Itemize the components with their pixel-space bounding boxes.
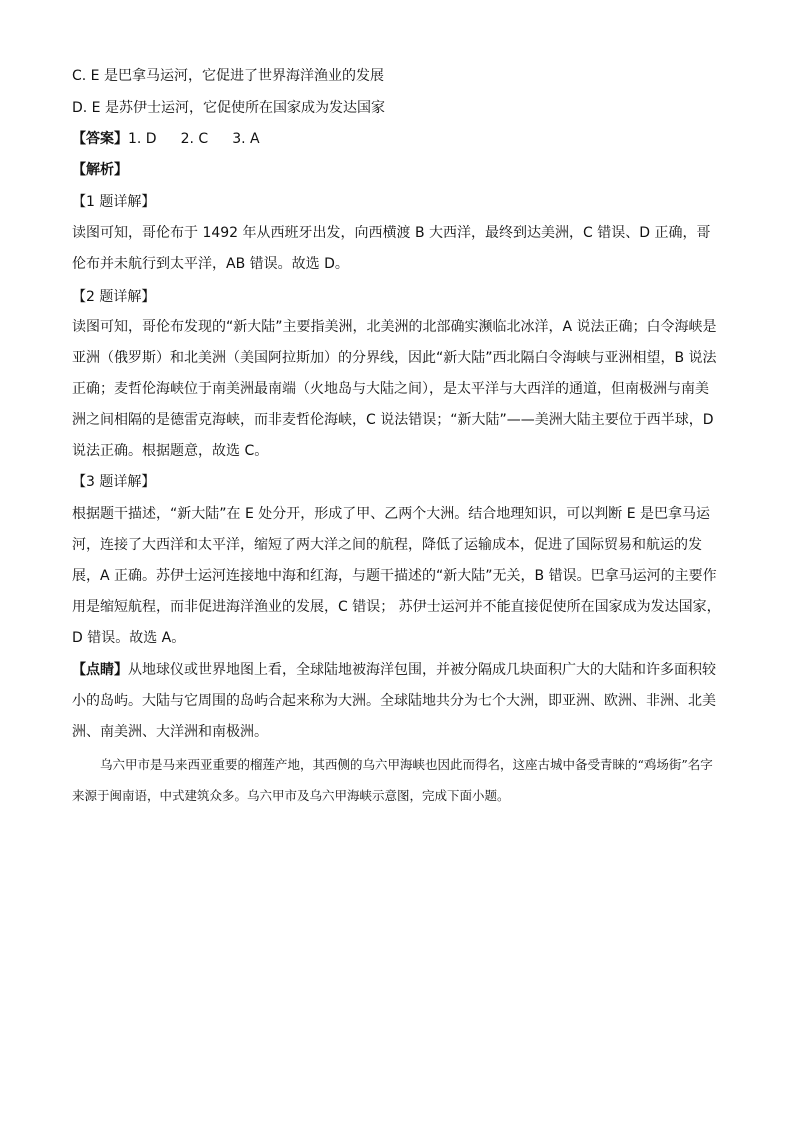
tip-paragraph — [72, 655, 722, 748]
q2-heading: 【2 题详解】 — [72, 289, 156, 305]
intro-paragraph: 乌六甲市是马来西亚重要的榴莲产地，其西侧的乌六甲海峡也因此而得名，这座古城中备受青睐的“鸡场街”名字来源于闽南语，中式建筑众多。乌六甲市及乌六甲海峡示意图，完成下面小题。 — [72, 757, 713, 803]
option-d: D. E 是苏伊士运河，它促使所在国家成为发达国家 — [72, 100, 385, 116]
analysis-label: 【解析】 — [72, 162, 128, 178]
answer-line — [72, 129, 260, 149]
q1-body: 读图可知，哥伦布于 1492 年从西班牙出发，向西横渡 B 大西洋，最终到达美洲，C 错误、D 正确，哥伦布并未航行到太平洋，AB 错误。故选 D。 — [72, 225, 711, 272]
answer-item-3: 3. A — [232, 131, 260, 147]
tip-body: 从地球仪或世界地图上看，全球陆地被海洋包围，并被分隔成几块面积广大的大陆和许多面积较小的岛屿。大陆与它周围的岛屿合起来称为大洲。全球陆地共分为七个大洲，即亚洲、欧洲、非洲、北美洲、南美洲、大洋洲和南极洲。 — [72, 662, 716, 740]
q1-heading: 【1 题详解】 — [72, 194, 156, 210]
option-c: C. E 是巴拿马运河，它促进了世界海洋渔业的发展 — [72, 68, 384, 84]
q3-heading: 【3 题详解】 — [72, 474, 156, 490]
answer-item-2: 2. C — [180, 131, 209, 147]
answer-item-1: 1. D — [128, 131, 157, 147]
q2-body: 读图可知，哥伦布发现的“新大陆”主要指美洲，北美洲的北部确实濒临北冰洋，A 说法正确；白令海峡是亚洲（俄罗斯）和北美洲（美国阿拉斯加）的分界线，因此“新大陆”西北隔白令海峡与亚洲相望，B 说法正确；麦哲伦海峡位于南美洲最南端（火地岛与大陆之间），是太平洋与大西洋的通道，但南极洲与南美洲之间相隔的是德雷克海峡，而非麦哲伦海峡，C 说法错误；“新大陆”——美洲大陆主要位于西半球，D 说法正确。根据题意，故选 C。 — [72, 319, 717, 459]
q3-body: 根据题干描述，“新大陆”在 E 处分开，形成了甲、乙两个大洲。结合地理知识，可以判断 E 是巴拿马运河，连接了大西洋和太平洋，缩短了两大洋之间的航程，降低了运输成本，促进了国际贸易和航运的发展，A 正确。苏伊士运河连接地中海和红海，与题干描述的“新大陆”无关，B 错误。巴拿马运河的主要作用是缩短航程，而非促进海洋渔业的发展，C 错误； 苏伊士运河并不能直接促使所在国家成为发达国家，D 错误。故选 A。 — [72, 506, 721, 646]
tip-label: 【点睛】 — [72, 662, 128, 678]
answer-label: 【答案】 — [72, 131, 128, 147]
